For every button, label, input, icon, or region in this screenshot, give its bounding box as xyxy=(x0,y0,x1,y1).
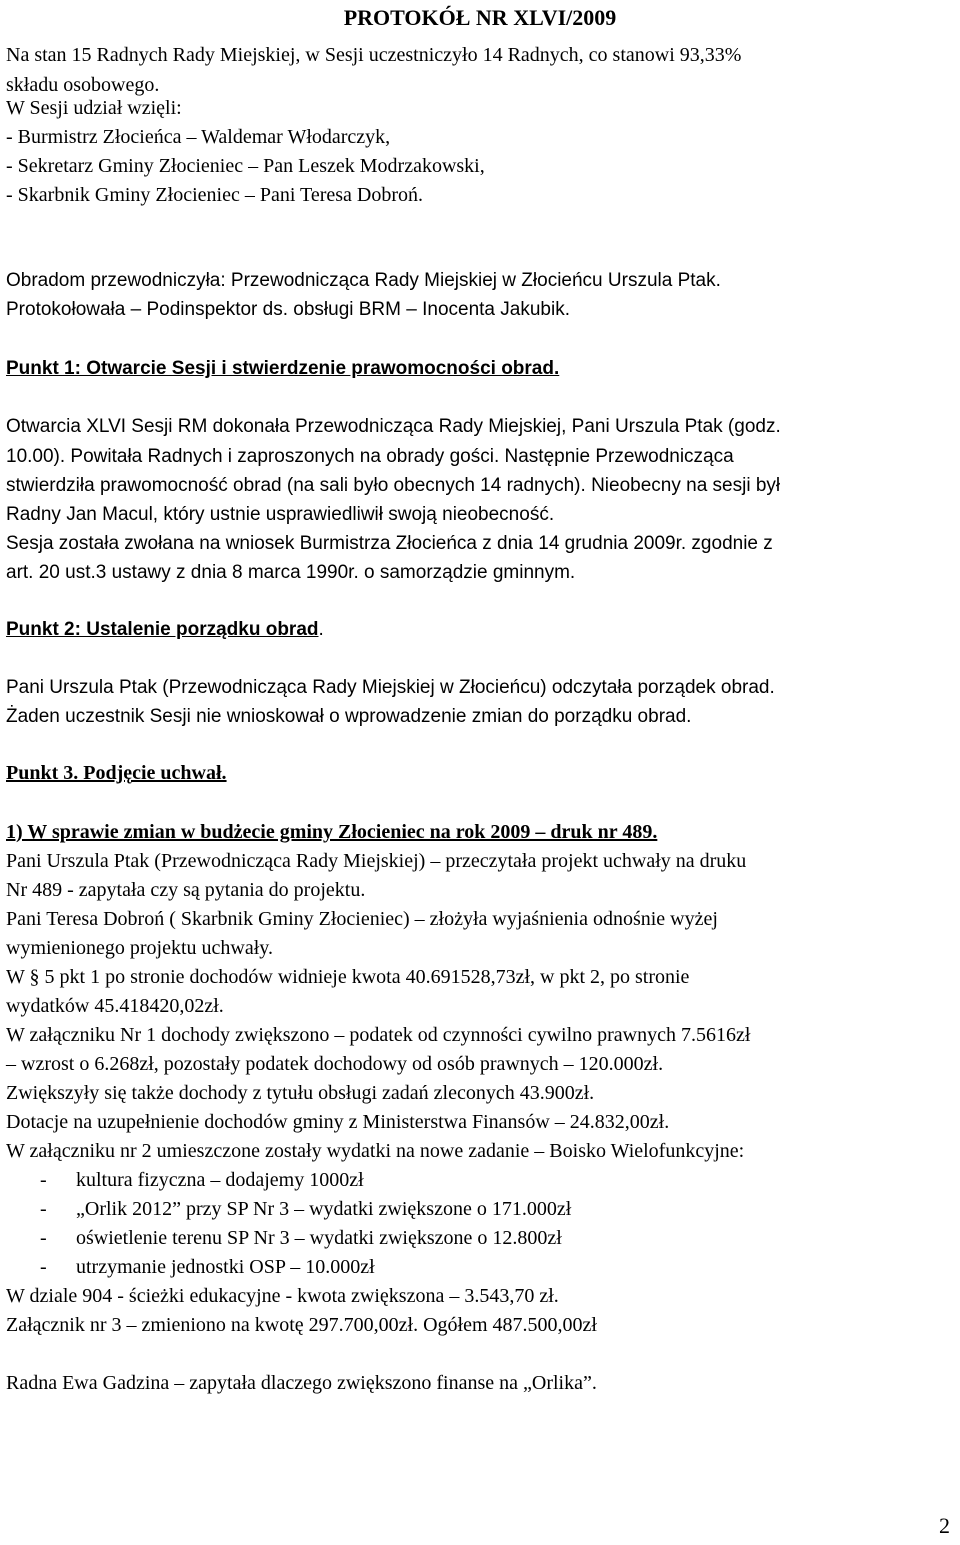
punkt2-line-1: Pani Urszula Ptak (Przewodnicząca Rady Miejskiej w Złocieńcu) odczytała porządek obrad. xyxy=(6,677,775,698)
intro-line-3: W Sesji udział wzięli: xyxy=(6,97,182,119)
punkt3-line-11: W załączniku nr 2 umieszczone zostały wydatki na nowe zadanie – Boisko Wielofunkcyjne: xyxy=(6,1140,745,1162)
punkt3-line-3: Pani Teresa Dobroń ( Skarbnik Gminy Złocieniec) – złożyła wyjaśnienia odnośnie wyżej xyxy=(6,908,718,930)
list-dash: - xyxy=(40,1227,47,1249)
page-number: 2 xyxy=(939,1513,950,1538)
punkt3-line-5: W § 5 pkt 1 po stronie dochodów widnieje kwota 40.691528,73zł, w pkt 2, po stronie xyxy=(6,966,690,988)
punkt1-heading: Punkt 1: Otwarcie Sesji i stwierdzenie prawomocności obrad. xyxy=(6,358,560,379)
chair-line-1: Obradom przewodniczyła: Przewodnicząca Rady Miejskiej w Złocieńcu Urszula Ptak. xyxy=(6,270,721,291)
intro-line-6: - Skarbnik Gminy Złocieniec – Pani Teresa Dobroń. xyxy=(6,184,424,206)
intro-line-2: składu osobowego. xyxy=(6,74,160,96)
punkt3-line-13: Załącznik nr 3 – zmieniono na kwotę 297.700,00zł. Ogółem 487.500,00zł xyxy=(6,1314,597,1336)
punkt3-line-10: Dotacje na uzupełnienie dochodów gminy z Ministerstwa Finansów – 24.832,00zł. xyxy=(6,1111,670,1133)
punkt3-heading: Punkt 3. Podjęcie uchwał. xyxy=(6,762,227,784)
punkt1-line-1: Otwarcia XLVI Sesji RM dokonała Przewodnicząca Rady Miejskiej, Pani Urszula Ptak (godz. xyxy=(6,416,781,437)
list-dash: - xyxy=(40,1169,47,1191)
intro-line-1: Na stan 15 Radnych Rady Miejskiej, w Sesji uczestniczyło 14 Radnych, co stanowi 93,33% xyxy=(6,44,742,66)
punkt3-line-7: W załączniku Nr 1 dochody zwiększono – podatek od czynności cywilno prawnych 7.5616zł xyxy=(6,1024,751,1046)
punkt2-heading-row xyxy=(6,620,324,639)
punkt3-subheading: 1) W sprawie zmian w budżecie gminy Złocieniec na rok 2009 – druk nr 489. xyxy=(6,821,658,843)
list-dash: - xyxy=(40,1198,47,1220)
punkt3-line-1: Pani Urszula Ptak (Przewodnicząca Rady Miejskiej) – przeczytała projekt uchwały na druku xyxy=(6,850,747,872)
punkt1-line-2: 10.00). Powitała Radnych i zaproszonych na obrady gości. Następnie Przewodnicząca xyxy=(6,446,734,467)
punkt3-line-4: wymienionego projektu uchwały. xyxy=(6,937,273,959)
document-title: PROTOKÓŁ NR XLVI/2009 xyxy=(343,5,617,30)
punkt1-line-4: Radny Jan Macul, który ustnie usprawiedliwił swoją nieobecność. xyxy=(6,504,555,525)
punkt1-line-6: art. 20 ust.3 ustawy z dnia 8 marca 1990r. o samorządzie gminnym. xyxy=(6,562,576,583)
intro-line-5: - Sekretarz Gminy Złocieniec – Pan Leszek Modrzakowski, xyxy=(6,155,485,177)
list-item-text: oświetlenie terenu SP Nr 3 – wydatki zwiększone o 12.800zł xyxy=(76,1227,562,1249)
punkt2-heading-tail: . xyxy=(318,619,324,640)
punkt3-line-2: Nr 489 - zapytała czy są pytania do projektu. xyxy=(6,879,366,901)
intro-line-4: - Burmistrz Złocieńca – Waldemar Włodarczyk, xyxy=(6,126,391,148)
punkt2-heading: Punkt 2: Ustalenie porządku obrad xyxy=(6,619,319,640)
list-item-text: utrzymanie jednostki OSP – 10.000zł xyxy=(76,1256,375,1278)
punkt1-line-3: stwierdziła prawomocność obrad (na sali było obecnych 14 radnych). Nieobecny na sesji był xyxy=(6,475,781,496)
list-item-text: „Orlik 2012” przy SP Nr 3 – wydatki zwiększone o 171.000zł xyxy=(76,1198,572,1220)
punkt3-line-14: Radna Ewa Gadzina – zapytała dlaczego zwiększono finanse na „Orlika”. xyxy=(6,1372,597,1394)
punkt3-line-12: W dziale 904 - ścieżki edukacyjne - kwota zwiększona – 3.543,70 zł. xyxy=(6,1285,559,1307)
punkt2-line-2: Żaden uczestnik Sesji nie wnioskował o wprowadzenie zmian do porządku obrad. xyxy=(6,706,692,727)
punkt3-line-8: – wzrost o 6.268zł, pozostały podatek dochodowy od osób prawnych – 120.000zł. xyxy=(6,1053,664,1075)
list-dash: - xyxy=(40,1256,47,1278)
list-item-text: kultura fizyczna – dodajemy 1000zł xyxy=(76,1169,364,1191)
punkt3-line-9: Zwiększyły się także dochody z tytułu obsługi zadań zleconych 43.900zł. xyxy=(6,1082,595,1104)
punkt3-line-6: wydatków 45.418420,02zł. xyxy=(6,995,224,1017)
chair-line-2: Protokołowała – Podinspektor ds. obsługi BRM – Inocenta Jakubik. xyxy=(6,299,570,320)
punkt1-line-5: Sesja została zwołana na wniosek Burmistrza Złocieńca z dnia 14 grudnia 2009r. zgodnie z xyxy=(6,533,773,554)
